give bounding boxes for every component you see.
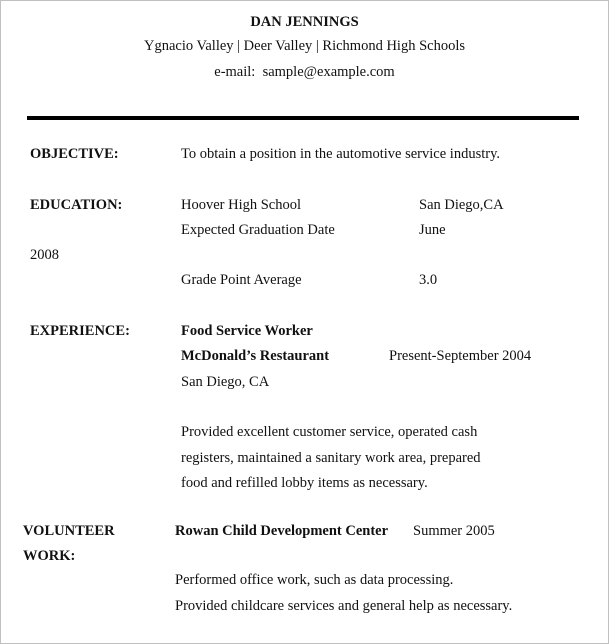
volunteer-dates: Summer 2005 xyxy=(413,523,495,539)
objective-text: To obtain a position in the automotive service industry. xyxy=(181,146,500,162)
volunteer-organization: Rowan Child Development Center xyxy=(175,523,389,539)
job-title: Food Service Worker xyxy=(181,323,313,339)
gpa-label: Grade Point Average xyxy=(181,272,302,288)
volunteer-label: VOLUNTEER xyxy=(23,523,115,539)
school-name: Hoover High School xyxy=(181,197,302,213)
volunteer-description-line: Performed office work, such as data processing. xyxy=(175,572,454,588)
schools-line: Ygnacio Valley | Deer Valley | Richmond High Schools xyxy=(144,38,465,54)
graduation-month: June xyxy=(419,222,446,238)
graduation-year: 2008 xyxy=(30,247,59,263)
graduation-label: Expected Graduation Date xyxy=(181,222,335,238)
volunteer-label-work: WORK: xyxy=(23,548,76,564)
candidate-name: DAN JENNINGS xyxy=(250,14,359,30)
objective-label: OBJECTIVE: xyxy=(30,146,119,162)
job-description-line: Provided excellent customer service, operated cash xyxy=(181,424,478,440)
volunteer-description-line: Provided childcare services and general help as necessary. xyxy=(175,598,513,614)
job-location: San Diego, CA xyxy=(181,374,270,390)
employer: McDonald’s Restaurant xyxy=(181,348,330,364)
school-location: San Diego,CA xyxy=(419,197,504,213)
job-dates: Present-September 2004 xyxy=(389,348,532,364)
experience-label: EXPERIENCE: xyxy=(30,323,130,339)
gpa-value: 3.0 xyxy=(419,272,438,288)
education-label: EDUCATION: xyxy=(30,197,123,213)
email-line: e-mail: sample@example.com xyxy=(214,64,395,80)
job-description-line: registers, maintained a sanitary work area, prepared xyxy=(181,450,481,466)
header-divider xyxy=(27,116,579,120)
job-description-line: food and refilled lobby items as necessary. xyxy=(181,475,428,491)
